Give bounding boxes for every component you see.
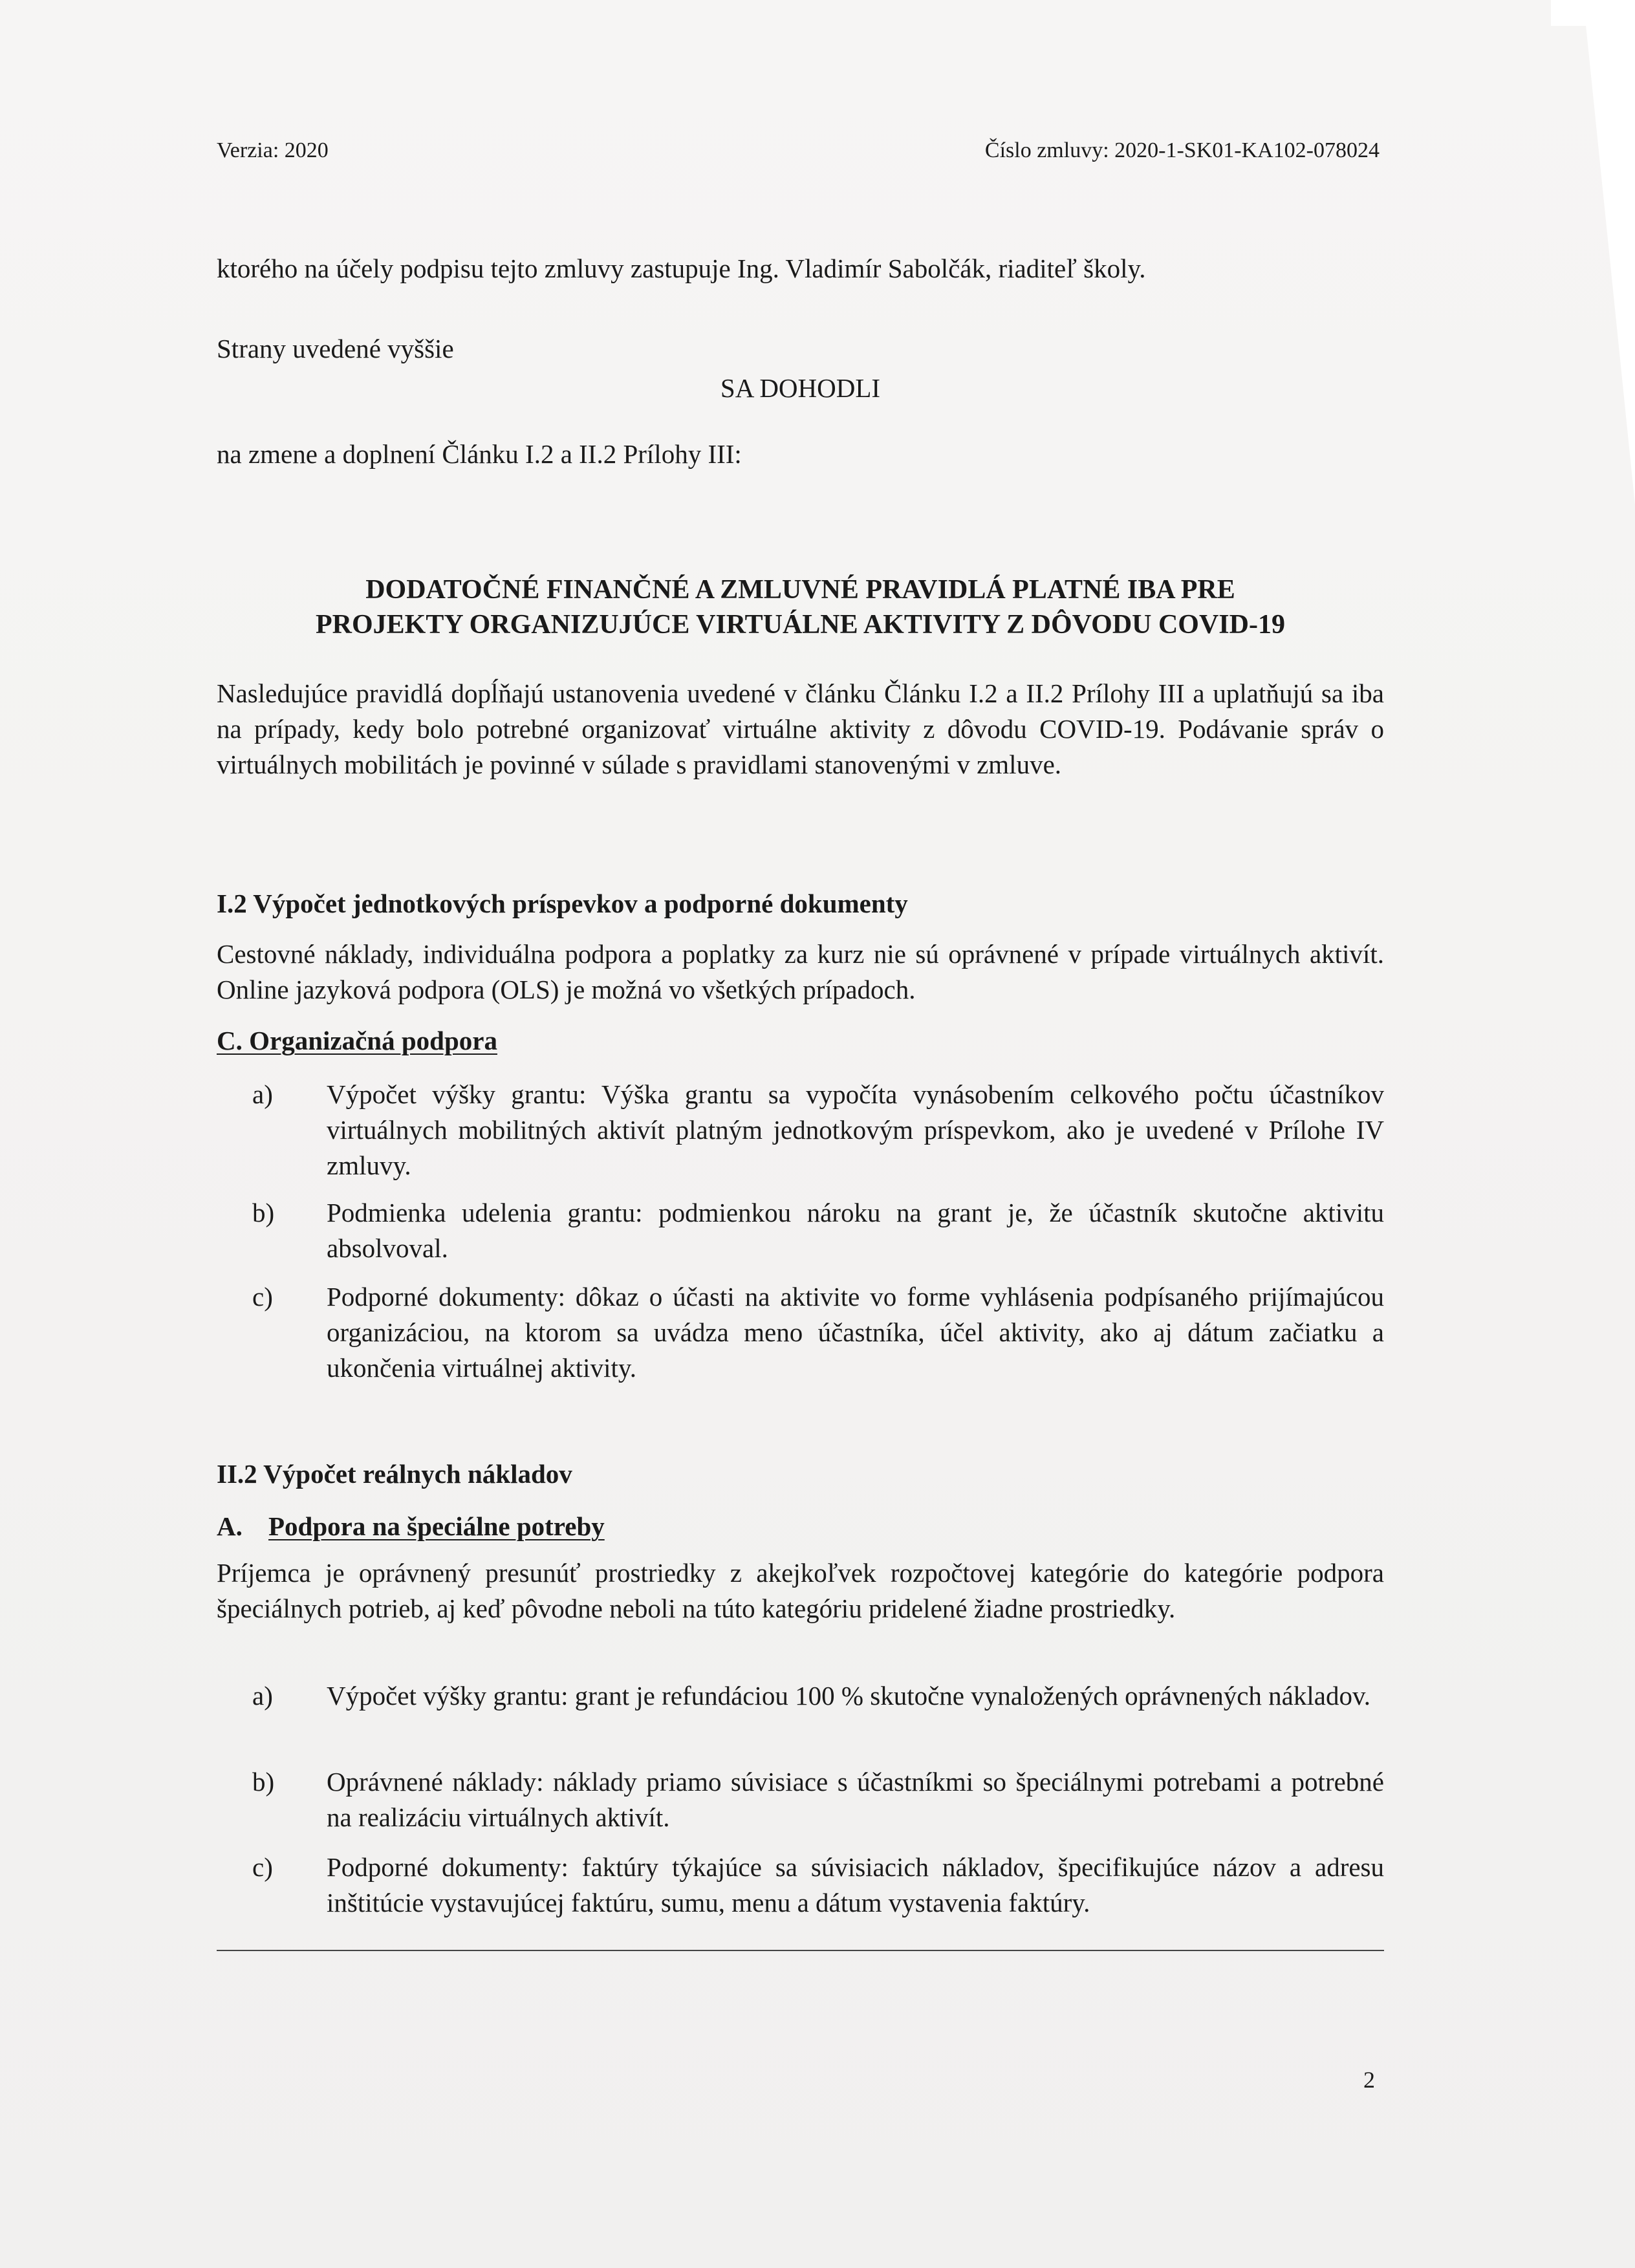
section-i2-body: Cestovné náklady, individuálna podpora a poplatky za kurz nie sú oprávnené v prípade virtuálnych aktivít. Online jazyková podpora (OLS) je možná vo všetkých prípadoch.	[217, 939, 1384, 1004]
list-item-text: Podporné dokumenty: dôkaz o účasti na aktivite vo forme vyhlásenia podpísaného prijímajúcou organizáciou, na ktorom sa uvádza meno účastníka, účel aktivity, ako aj dátum začiatku a ukončenia virtuálnej aktivity.	[327, 1282, 1384, 1383]
list-item-label: a)	[252, 1079, 273, 1109]
page-edge-fold	[1583, 0, 1635, 504]
intro-line-amendment: na zmene a doplnení Článku I.2 a II.2 Prílohy III:	[217, 439, 742, 469]
document-title-line-1: DODATOČNÉ FINANČNÉ A ZMLUVNÉ PRAVIDLÁ PLATNÉ IBA PRE	[365, 575, 1235, 605]
page-header	[217, 138, 1380, 163]
version-label: Verzia: 2020	[217, 138, 329, 162]
list-item-text: Podmienka udelenia grantu: podmienkou nároku na grant je, že účastník skutočne aktivitu absolvoval.	[327, 1198, 1384, 1263]
footer-divider	[217, 1950, 1384, 1951]
section-ii2-subheading-letter: A.	[217, 1511, 243, 1541]
list-item	[252, 1279, 1384, 1386]
contract-number: Číslo zmluvy: 2020-1-SK01-KA102-078024	[984, 138, 1380, 162]
document-title-line-2: PROJEKTY ORGANIZUJÚCE VIRTUÁLNE AKTIVITY Z DÔVODU COVID-19	[316, 610, 1285, 640]
section-i2-subheading-text: C. Organizačná podpora	[217, 1026, 497, 1055]
section-ii2-subheading-text: Podpora na špeciálne potreby	[268, 1511, 605, 1541]
intro-line-parties: Strany uvedené vyššie	[217, 334, 454, 363]
list-item-label: b)	[252, 1767, 275, 1797]
list-item	[252, 1764, 1384, 1835]
list-item-text: Výpočet výšky grantu: Výška grantu sa vypočíta vynásobením celkového počtu účastníkov virtuálnych mobilitných aktivít platným jednotkovým príspevkom, ako je uvedené v Prílohe IV zmluvy.	[327, 1079, 1384, 1180]
list-item-label: a)	[252, 1681, 273, 1711]
list-item-text: Podporné dokumenty: faktúry týkajúce sa súvisiacich nákladov, špecifikujúce názov a adresu inštitúcie vystavujúcej faktúru, sumu, menu a dátum vystavenia faktúry.	[327, 1852, 1384, 1917]
list-item-label: c)	[252, 1852, 273, 1882]
preamble-paragraph: Nasledujúce pravidlá dopĺňajú ustanovenia uvedené v článku Článku I.2 a II.2 Prílohy III a uplatňujú sa iba na prípady, kedy bolo potrebné organizovať virtuálne aktivity z dôvodu COVID-19. Podávanie správ o virtuálnych mobilitách je povinné v súlade s pravidlami stanovenými v zmluve.	[217, 678, 1384, 779]
list-item-text: Oprávnené náklady: náklady priamo súvisiace s účastníkmi so špeciálnymi potrebami a potrebné na realizáciu virtuálnych aktivít.	[327, 1767, 1384, 1832]
list-item	[252, 1077, 1384, 1183]
section-ii2-body: Príjemca je oprávnený presunúť prostriedky z akejkoľvek rozpočtovej kategórie do kategórie podpora špeciálnych potrieb, aj keď pôvodne neboli na túto kategóriu pridelené žiadne prostriedky.	[217, 1558, 1384, 1623]
list-item	[252, 1678, 1384, 1714]
section-ii2-heading: II.2 Výpočet reálnych nákladov	[217, 1459, 572, 1489]
page-number: 2	[1363, 2067, 1375, 2093]
section-i2-heading: I.2 Výpočet jednotkových príspevkov a podporné dokumenty	[217, 889, 908, 918]
list-item	[252, 1850, 1384, 1921]
list-item-label: b)	[252, 1198, 275, 1227]
section-i2-subheading	[217, 1023, 1384, 1059]
list-item-label: c)	[252, 1282, 273, 1312]
list-item	[252, 1195, 1384, 1266]
section-ii2-subheading	[217, 1509, 1384, 1544]
agreed-heading: SA DOHODLI	[720, 373, 881, 403]
list-item-text: Výpočet výšky grantu: grant je refundáciou 100 % skutočne vynaložených oprávnených nákladov.	[327, 1681, 1371, 1711]
document-title	[217, 572, 1384, 642]
intro-line-representative: ktorého na účely podpisu tejto zmluvy zastupuje Ing. Vladimír Sabolčák, riaditeľ školy.	[217, 254, 1146, 283]
